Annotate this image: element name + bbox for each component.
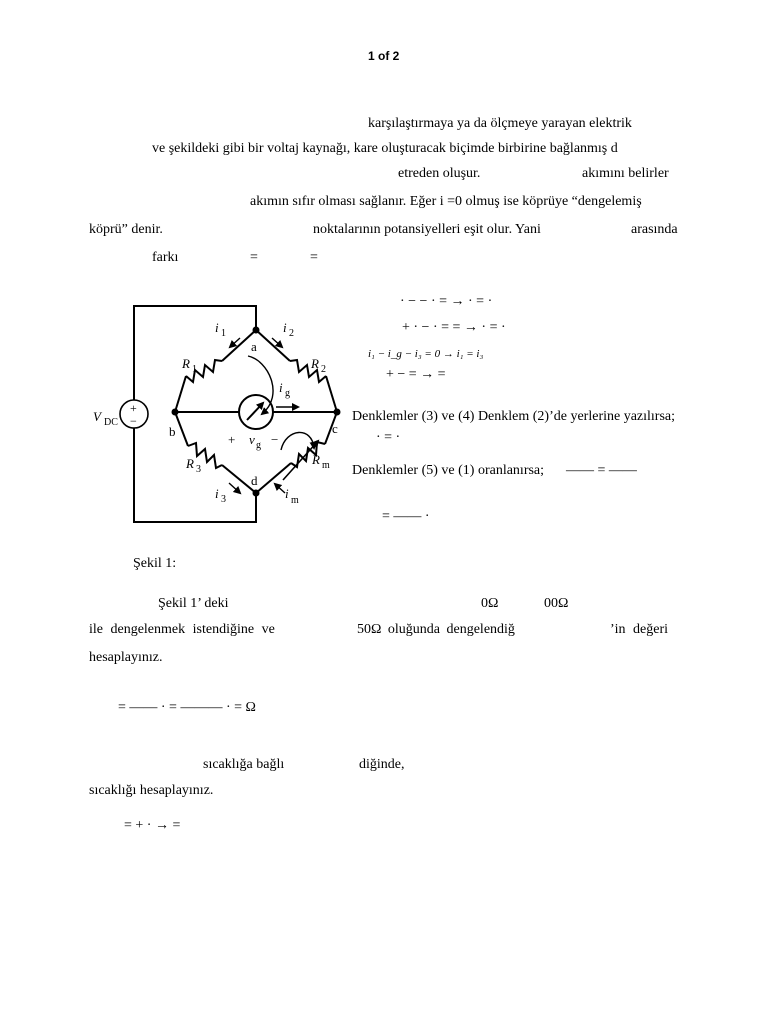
equation-text-1: Denklemler (3) ve (4) Denklem (2)’de yerlerine yazılırsa; (352, 409, 676, 424)
i2-label-sub: 2 (289, 328, 294, 339)
source-minus-sign: − (130, 414, 137, 428)
example-2-line-1b: diğinde, (359, 757, 405, 772)
equation-2: + · − · = = → · = · (402, 320, 506, 335)
equation-7: = —— · (382, 509, 430, 524)
paragraph-line-6b: = (250, 250, 258, 265)
node-d-label: d (251, 473, 258, 488)
paragraph-line-2: ve şekildeki gibi bir voltaj kaynağı, kare oluşturacak biçimde birbirine bağlanmış d (152, 141, 618, 156)
rm-label: R (312, 452, 320, 467)
resistor-r3 (188, 443, 222, 468)
wire-top (134, 306, 256, 400)
ig-label: i (279, 380, 283, 395)
node-a-dot (253, 327, 260, 334)
paragraph-line-5a: köprü” denir. (89, 222, 163, 237)
r2-label-sub: 2 (321, 364, 326, 375)
resistor-r2 (290, 360, 326, 382)
figure-caption: Şekil 1: (133, 556, 177, 571)
example-1-line-2c: ’in değeri (610, 622, 669, 637)
node-a-label: a (251, 339, 257, 354)
node-c-dot (334, 409, 341, 416)
i1-label: i (215, 320, 219, 335)
source-label: V (93, 409, 101, 424)
r1-label: R (182, 356, 190, 371)
source-label-sub: DC (104, 417, 118, 428)
r3-label: R (186, 456, 194, 471)
equation-3: i₁ − i_g − i₃ = 0 → i₁ = i₃ (368, 348, 484, 360)
node-b-dot (172, 409, 179, 416)
paragraph-line-3b: akımını belirler (582, 166, 669, 181)
node-b-label: b (169, 424, 176, 439)
example-1-line-1a: Şekil 1’ deki (158, 596, 229, 611)
example-1-line-1c: 00Ω (544, 596, 569, 611)
i3-label: i (215, 486, 219, 501)
i3-label-sub: 3 (221, 494, 226, 505)
example-2-line-1a: sıcaklığa bağlı (203, 757, 285, 772)
page-number: 1 of 2 (368, 49, 400, 63)
paragraph-line-5b: noktalarının potansiyelleri eşit olur. Yani (313, 222, 541, 237)
equation-4: + − = → = (386, 367, 446, 382)
equation-1: · − − · = → · = · (400, 294, 493, 309)
galvanometer (239, 395, 273, 429)
equation-text-2: Denklemler (5) ve (1) oranlanırsa; (352, 463, 545, 478)
example-1-line-2a: ile dengelenmek istendiğine ve (89, 622, 275, 637)
rm-label-sub: m (322, 460, 330, 471)
i1-label-sub: 1 (221, 328, 226, 339)
example-1-solution: = —— · = ——— · = Ω (118, 700, 256, 715)
paragraph-line-3a: etreden oluşur. (398, 166, 481, 181)
example-1-line-2b: 50Ω oluğunda dengelendiğ (357, 622, 515, 637)
paragraph-line-6c: = (310, 250, 318, 265)
example-1-line-3: hesaplayınız. (89, 650, 163, 665)
node-d-dot (253, 490, 260, 497)
vg-minus-sign: − (271, 432, 279, 447)
example-2-solution: = + · → = (124, 818, 181, 833)
im-label: i (285, 486, 289, 501)
ig-label-sub: g (285, 388, 290, 399)
paragraph-line-6a: farkı (152, 250, 179, 265)
equation-6: —— = —— (566, 463, 637, 478)
paragraph-line-4: akımın sıfır olması sağlanır. Eğer i =0 olmuş ise köprüye “dengelemiş (250, 194, 642, 209)
equation-5: · = · (376, 430, 401, 445)
resistor-rm (291, 442, 325, 467)
wire-bottom (134, 428, 256, 522)
example-2-line-2: sıcaklığı hesaplayınız. (89, 783, 214, 798)
node-c-label: c (332, 421, 338, 436)
vg-plus-sign: + (228, 432, 236, 447)
r2-label: R (311, 356, 319, 371)
r1-label-sub: 1 (192, 364, 197, 375)
vg-label: v (249, 432, 255, 447)
im-label-sub: m (291, 495, 299, 506)
paragraph-line-5c: arasında (631, 222, 678, 237)
resistor-r1 (186, 360, 222, 382)
vg-label-sub: g (256, 440, 261, 451)
dc-voltage-source (120, 400, 148, 428)
paragraph-line-1: karşılaştırmaya ya da ölçmeye yarayan elektrik (368, 116, 632, 131)
source-plus-sign: + (130, 401, 137, 415)
r3-label-sub: 3 (196, 464, 201, 475)
example-1-line-1b: 0Ω (481, 596, 499, 611)
i2-label: i (283, 320, 287, 335)
